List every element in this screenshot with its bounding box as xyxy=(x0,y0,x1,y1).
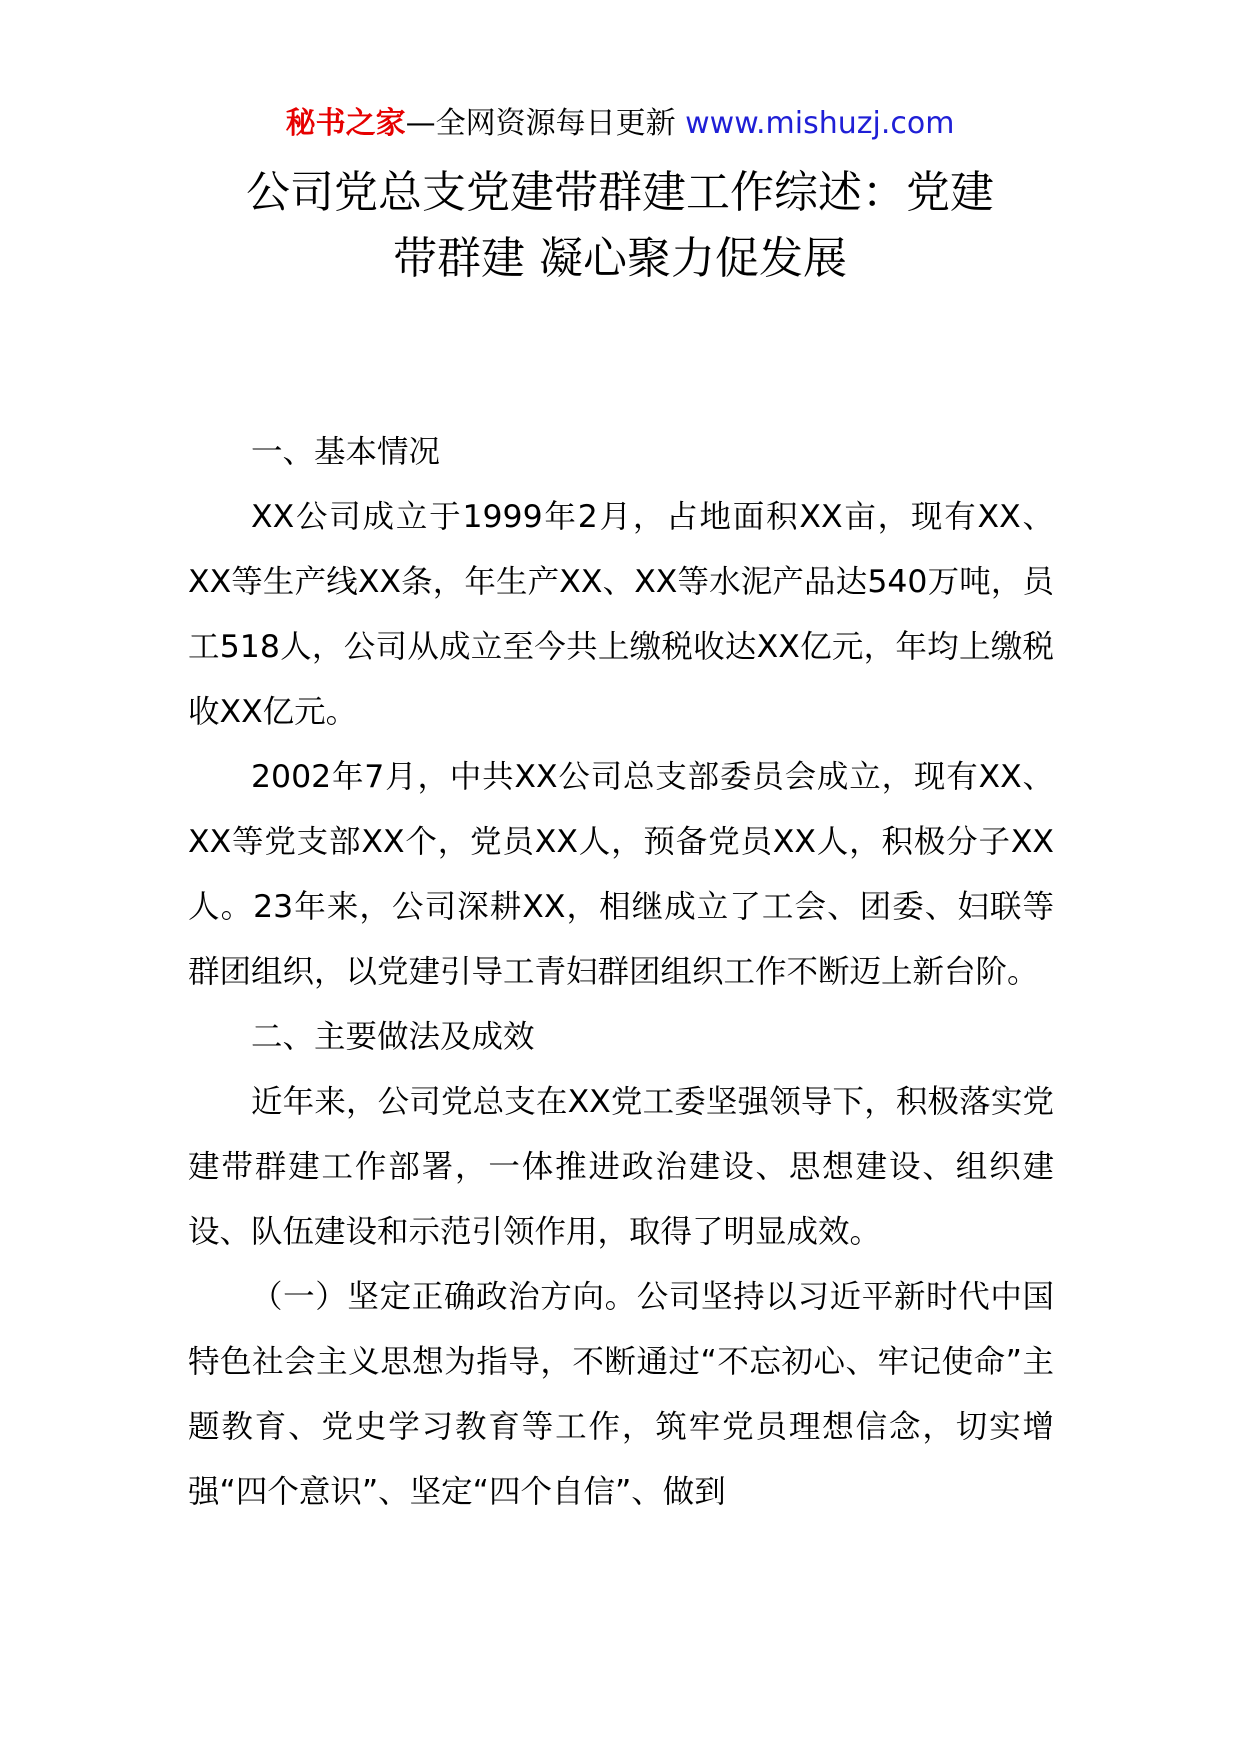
paragraph-recent-years: 近年来，公司党总支在XX党工委坚强领导下，积极落实党建带群建工作部署，一体推进政治建设、思想建设、组织建设、队伍建设和示范引领作用，取得了明显成效。 xyxy=(188,1084,1054,1250)
document-title xyxy=(150,160,1090,292)
brand-name: 秘书之家 xyxy=(285,106,406,141)
title-line-2: 带群建 凝心聚力促发展 xyxy=(393,233,847,284)
section-heading-practices: 二、主要做法及成效 xyxy=(251,1019,535,1055)
title-line-1: 公司党总支党建带群建工作综述：党建 xyxy=(246,167,994,218)
document-body xyxy=(188,420,1054,1525)
paragraph-company-overview: XX公司成立于1999年2月，占地面积XX亩，现有XX、XX等生产线XX条，年生产XX、XX等水泥产品达540万吨，员工518人，公司从成立至今共上缴税收达XX亿元，年均上缴税收XX亿元。 xyxy=(188,499,1054,730)
site-url-link[interactable]: www.mishuzj.com xyxy=(685,106,955,141)
paragraph-political-direction: （一）坚定正确政治方向。公司坚持以习近平新时代中国特色社会主义思想为指导，不断通过“不忘初心、牢记使命”主题教育、党史学习教育等工作，筑牢党员理想信念，切实增强“四个意识”、坚定“四个自信”、做到 xyxy=(188,1279,1054,1510)
header-tagline: —全网资源每日更新 xyxy=(405,106,676,141)
section-heading-basic-info: 一、基本情况 xyxy=(251,434,441,470)
paragraph-party-branch: 2002年7月，中共XX公司总支部委员会成立，现有XX、XX等党支部XX个，党员XX人，预备党员XX人，积极分子XX人。23年来，公司深耕XX，相继成立了工会、团委、妇联等群团组织，以党建引导工青妇群团组织工作不断迈上新台阶。 xyxy=(188,759,1054,990)
site-header xyxy=(0,102,1240,146)
